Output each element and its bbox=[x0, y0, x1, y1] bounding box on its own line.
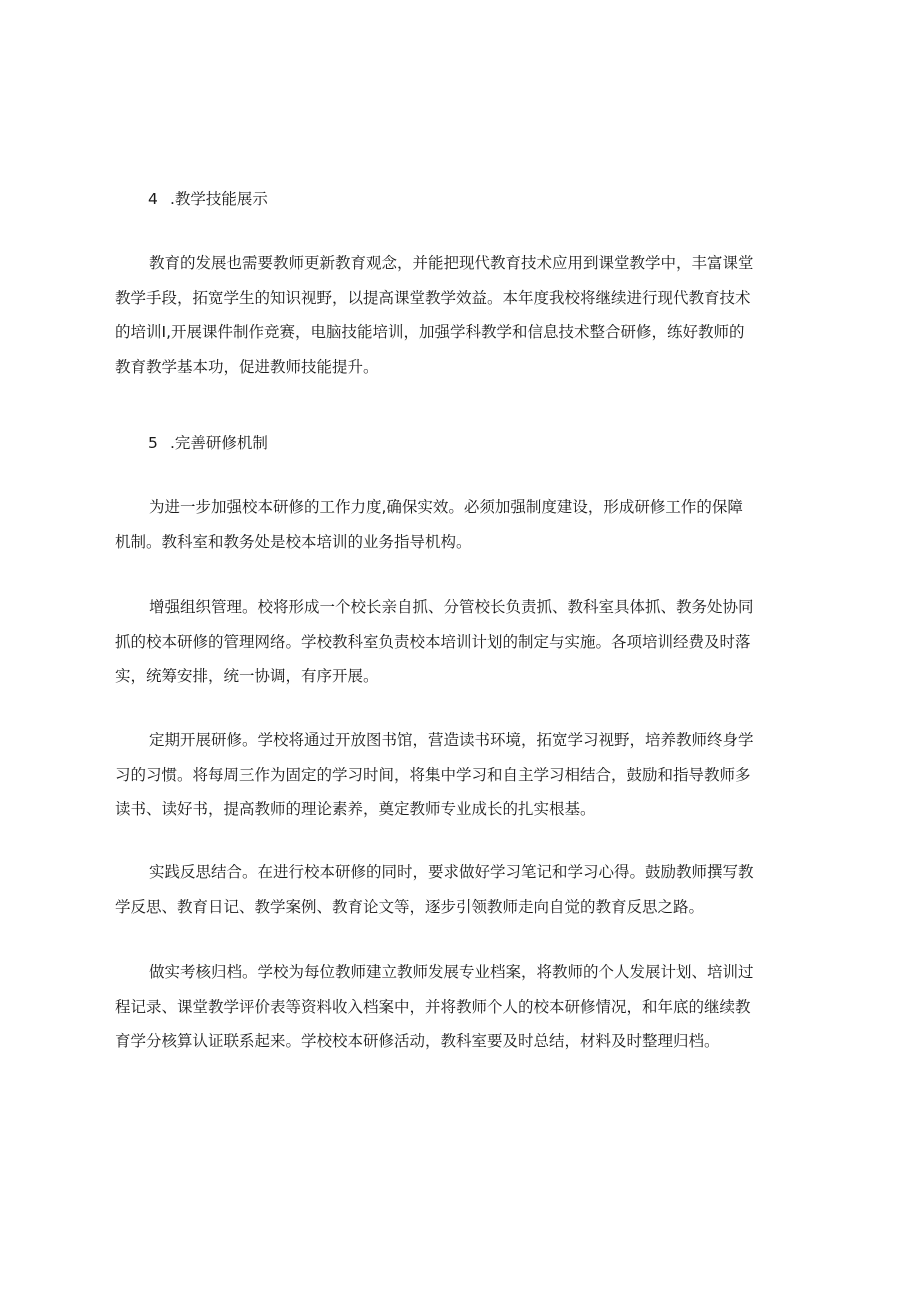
paragraph-organization bbox=[115, 590, 815, 694]
section-title: .教学技能展示 bbox=[170, 190, 268, 208]
paragraph-teaching-skills bbox=[115, 246, 815, 384]
section-heading-5 bbox=[148, 432, 268, 454]
paragraph-line: 教育的发展也需要教师更新教育观念，并能把现代教育技术应用到课堂教学中，丰富课堂 bbox=[149, 254, 754, 272]
section-title: .完善研修机制 bbox=[170, 434, 268, 452]
paragraph-line: 定期开展研修。学校将通过开放图书馆，营造读书环境，拓宽学习视野，培养教师终身学 bbox=[149, 731, 754, 749]
paragraph-line: 教育教学基本功，促进教师技能提升。 bbox=[115, 357, 379, 376]
paragraph-regular-study bbox=[115, 723, 815, 827]
paragraph-line: 教学手段，拓宽学生的知识视野，以提高课堂教学效益。本年度我校将继续进行现代教育技术 bbox=[115, 288, 751, 307]
paragraph-line: 的培训I,开展课件制作竞赛，电脑技能培训，加强学科教学和信息技术整合研修，练好教师的 bbox=[115, 323, 745, 341]
paragraph-line: 抓的校本研修的管理网络。学校教科室负责校本培训计划的制定与实施。各项培训经费及时落 bbox=[115, 632, 751, 651]
paragraph-line: 程记录、课堂教学评价表等资料收入档案中，并将教师个人的校本研修情况，和年底的继续教 bbox=[115, 997, 751, 1016]
paragraph-line: 机制。教科室和教务处是校本培训的业务指导机构。 bbox=[115, 532, 472, 551]
paragraph-line: 实践反思结合。在进行校本研修的同时，要求做好学习笔记和学习心得。鼓励教师撰写教 bbox=[149, 863, 754, 881]
paragraph-line: 增强组织管理。校将形成一个校长亲自抓、分管校长负责抓、教科室具体抓、教务处协同 bbox=[149, 598, 754, 616]
paragraph-line: 读书、读好书，提高教师的理论素养，奠定教师专业成长的扎实根基。 bbox=[115, 800, 596, 818]
section-heading-4 bbox=[148, 188, 268, 210]
paragraph-archiving bbox=[115, 955, 815, 1059]
section-number: 5 bbox=[148, 434, 158, 452]
paragraph-line: 做实考核归档。学校为每位教师建立教师发展专业档案，将教师的个人发展计划、培训过 bbox=[149, 963, 754, 981]
paragraph-mechanism bbox=[115, 490, 815, 559]
paragraph-line: 实，统筹安排，统一协调，有序开展。 bbox=[115, 667, 379, 685]
paragraph-line: 学反思、教育日记、教学案例、教育论文等，逐步引领教师走向自觉的教育反思之路。 bbox=[115, 897, 705, 916]
paragraph-practice-reflection bbox=[115, 855, 815, 924]
section-number: 4 bbox=[148, 190, 158, 208]
paragraph-line: 育学分核算认证联系起来。学校校本研修活动，教科室要及时总结，材料及时整理归档。 bbox=[115, 1032, 720, 1050]
paragraph-line: 为进一步加强校本研修的工作力度,确保实效。必须加强制度建设，形成研修工作的保障 bbox=[149, 498, 743, 516]
paragraph-line: 习的习惯。将每周三作为固定的学习时间，将集中学习和自主学习相结合，鼓励和指导教师多 bbox=[115, 765, 751, 784]
